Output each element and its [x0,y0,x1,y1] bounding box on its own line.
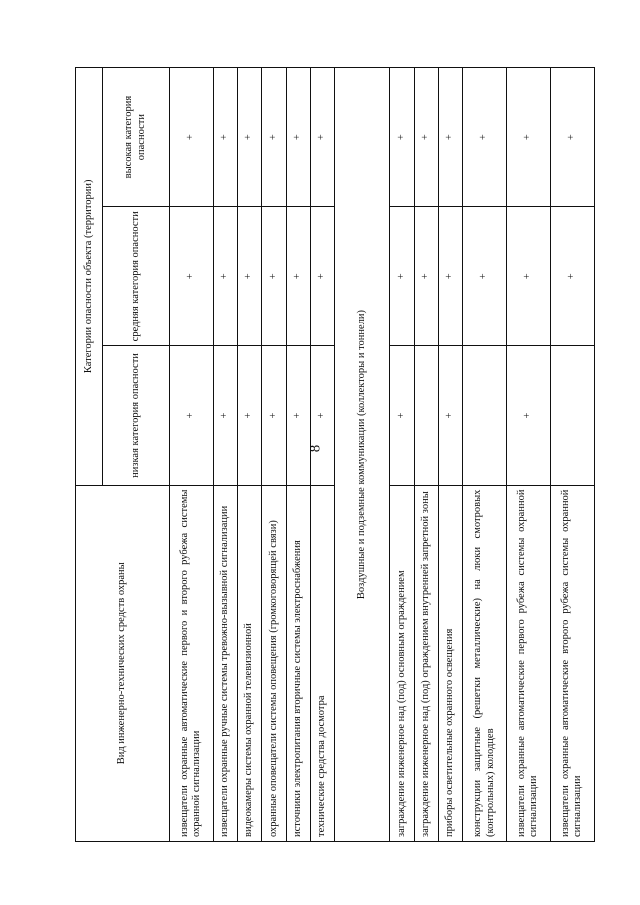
equipment-type-cell: заграждение инженерное над (под) ограждением внутренней запретной зоны [414,485,438,841]
category-mark-cell: + [507,346,551,485]
category-mark-cell: + [414,68,438,207]
category-mark-cell: + [170,207,214,346]
page-number: 8 [307,444,324,453]
equipment-type-header: Вид инженерно-технических средств охраны [76,485,170,841]
category-mark-cell: + [438,207,462,346]
category-mark-cell: + [311,346,335,485]
category-high-header: высокая категория опасности [103,68,170,207]
category-mark-cell: + [507,207,551,346]
category-mark-cell: + [463,207,507,346]
category-mark-cell: + [262,346,286,485]
category-mark-cell: + [213,207,237,346]
category-mark-cell [414,346,438,485]
category-mark-cell: + [238,346,262,485]
table-row [238,68,262,842]
category-mark-cell: + [463,68,507,207]
category-mark-cell: + [238,207,262,346]
category-mark-cell: + [238,68,262,207]
rotated-page [75,67,595,842]
equipment-type-cell: конструкции защитные (решетки металлические) на люки смотровых (контрольных) колодцев [463,485,507,841]
table-row [414,68,438,842]
table-row [507,68,551,842]
category-low-header: низкая категория опасности [103,346,170,485]
section-header-row [335,68,390,842]
equipment-type-cell: приборы осветительные охранного освещения [438,485,462,841]
table-body [170,68,595,842]
equipment-type-cell: извещатели охранные ручные системы тревожно-вызывной сигнализации [213,485,237,841]
category-mark-cell: + [507,68,551,207]
category-mark-cell: + [311,68,335,207]
category-mark-cell: + [213,68,237,207]
category-mark-cell: + [286,207,310,346]
category-mark-cell: + [550,68,594,207]
equipment-type-cell: видеокамеры системы охранной телевизионной [238,485,262,841]
table-row [262,68,286,842]
security-equipment-table [75,67,595,842]
table-row [438,68,462,842]
table-row [311,68,335,842]
section-title: Воздушные и подземные коммуникации (коллекторы и тоннели) [335,68,390,842]
equipment-type-cell: источники электропитания вторичные системы электроснабжения [286,485,310,841]
category-mark-cell: + [414,207,438,346]
table-row [213,68,237,842]
category-mark-cell: + [170,68,214,207]
category-mark-cell: + [311,207,335,346]
equipment-type-cell: технические средства досмотра [311,485,335,841]
danger-categories-header: Категории опасности объекта (территории) [76,68,103,486]
category-mark-cell: + [390,207,414,346]
category-mark-cell: + [286,346,310,485]
table-row [390,68,414,842]
category-mark-cell: + [286,68,310,207]
equipment-type-cell: извещатели охранные автоматические первого рубежа системы охранной сигнализации [507,485,551,841]
category-medium-header: средняя категория опасности [103,207,170,346]
category-mark-cell: + [438,346,462,485]
category-mark-cell: + [262,68,286,207]
category-mark-cell: + [390,346,414,485]
equipment-type-cell: заграждение инженерное над (под) основным ограждением [390,485,414,841]
category-mark-cell: + [438,68,462,207]
category-mark-cell: + [213,346,237,485]
category-mark-cell: + [550,207,594,346]
equipment-type-cell: охранные оповещатели системы оповещения (громкоговорящей связи) [262,485,286,841]
equipment-type-cell: извещатели охранные автоматические второго рубежа системы охранной сигнализации [550,485,594,841]
category-mark-cell: + [390,68,414,207]
category-mark-cell [550,346,594,485]
category-mark-cell: + [262,207,286,346]
category-mark-cell [463,346,507,485]
table-row [550,68,594,842]
category-mark-cell: + [170,346,214,485]
table-row [170,68,214,842]
equipment-type-cell: извещатели охранные автоматические первого и второго рубежа системы охранной сигнализации [170,485,214,841]
table-row [286,68,310,842]
table-row [463,68,507,842]
